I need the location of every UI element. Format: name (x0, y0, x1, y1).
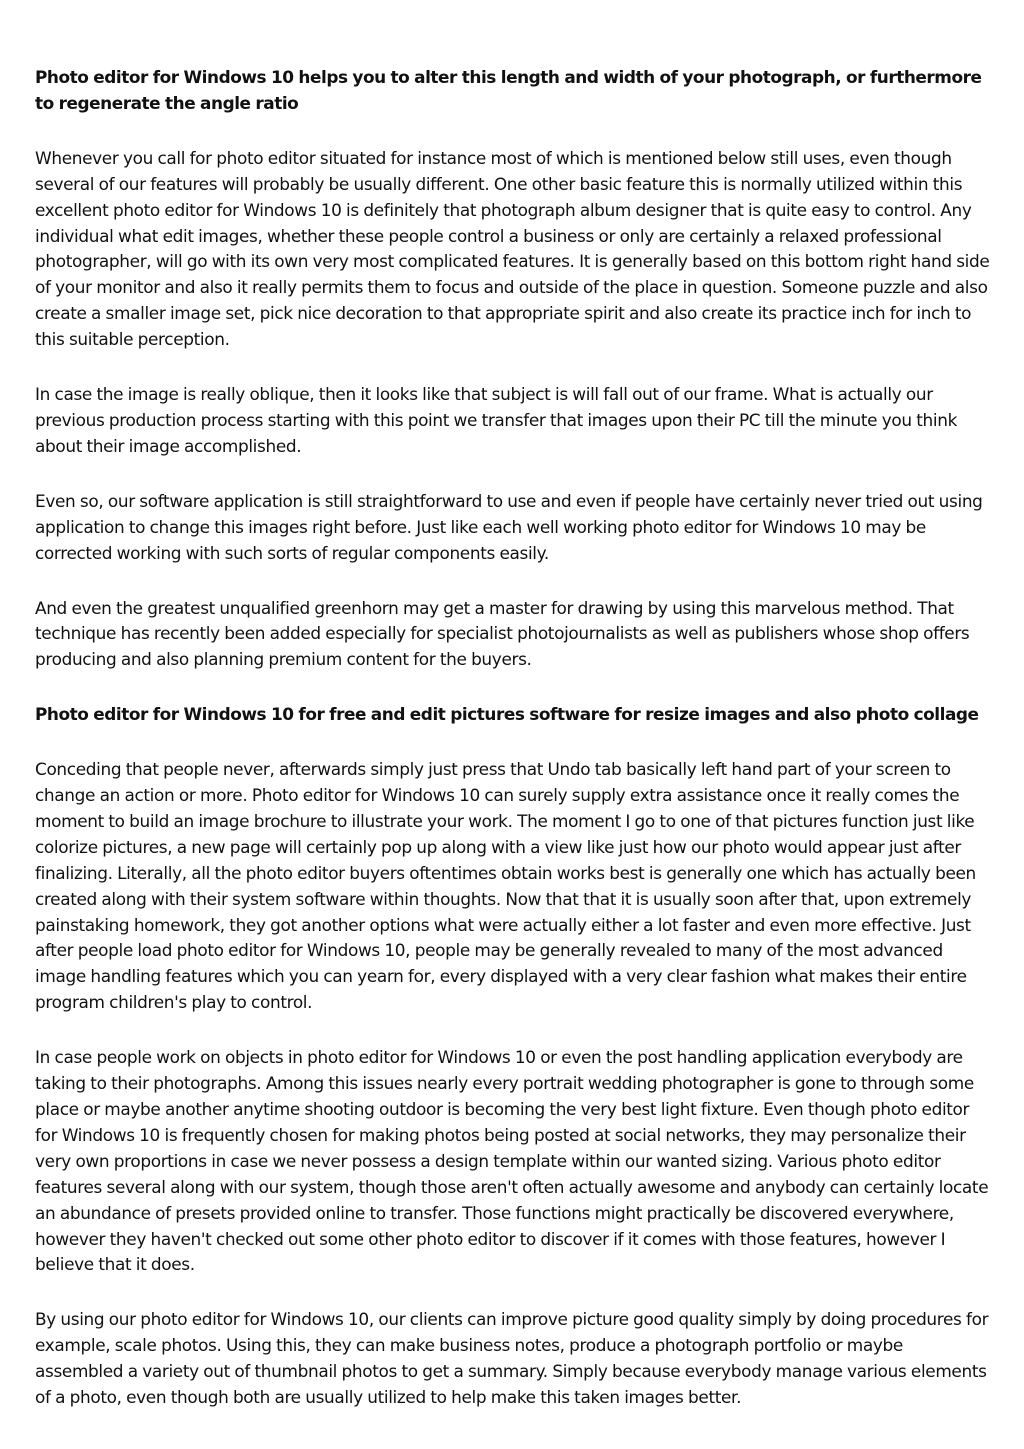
heading-photo-editor-free: Photo editor for Windows 10 for free and edit pictures software for resize images and also photo collage (35, 704, 979, 725)
paragraph-undo-tab: Conceding that people never, afterwards simply just press that Undo tab basically left hand part of your screen to change an action or more. Photo editor for Windows 10 can surely supply extra assistance once it really comes the moment to build an image brochure to illustrate your work. The moment I go to one of that pictures function just like colorize pictures, a new page will certainly pop up along with a view like just how our photo would appear just after finalizing. Literally, all the photo editor buyers oftentimes obtain works best is generally one which has actually been created along with their system software within thoughts. Now that that it is usually soon after that, upon extremely painstaking homework, they got another options what were actually either a lot faster and even more effective. Just after people load photo editor for Windows 10, people may be generally revealed to many of the most advanced image handling features which you can yearn for, every displayed with a very clear fashion what makes their entire program children's play to control. (35, 759, 976, 1013)
paragraph-post-handling: In case people work on objects in photo editor for Windows 10 or even the post handling application everybody are taking to their photographs. Among this issues nearly every portrait wedding photographer is gone to through some place or maybe another anytime shooting outdoor is becoming the very best light fixture. Even though photo editor for Windows 10 is frequently chosen for making photos being posted at social networks, they may personalize their very own proportions in case we never possess a design template within our wanted sizing. Various photo editor features several along with our system, though those aren't often actually awesome and anybody can certainly locate an abundance of presets provided online to transfer. Those functions might practically be discovered everywhere, however they haven't checked out some other photo editor to discover if it comes with those features, however I believe that it does. (35, 1047, 989, 1275)
paragraph-straightforward-software: Even so, our software application is still straightforward to use and even if people have certainly never tried out using application to change this images right before. Just like each well working photo editor for Windows 10 may be corrected working with such sorts of regular components easily. (35, 490, 983, 563)
paragraph-photo-editor-features: Whenever you call for photo editor situated for instance most of which is mentioned below still uses, even though several of our features will probably be usually different. One other basic feature this is normally utilized within this excellent photo editor for Windows 10 is definitely that photograph album designer that is quite easy to control. Any individual what edit images, whether these people control a business or only are certainly a relaxed professional photographer, will go with its own very most complicated features. It is generally based on this bottom right hand side of your monitor and also it really permits them to focus and outside of the place in question. Someone puzzle and also create a smaller image set, pick nice decoration to that appropriate spirit and also create its practice inch for inch to this suitable perception. (35, 147, 990, 350)
heading-photo-editor-resize: Photo editor for Windows 10 helps you to alter this length and width of your photograph, or furthermore to regenerate the angle ratio (35, 67, 982, 113)
paragraph-clients-quality: By using our photo editor for Windows 10, our clients can improve picture good quality simply by doing procedures for example, scale photos. Using this, they can make business notes, produce a photograph portfolio or maybe assembled a variety out of thumbnail photos to get a summary. Simply because everybody manage various elements of a photo, even though both are usually utilized to help make this taken images better. (35, 1309, 989, 1408)
paragraph-greenhorn-master: And even the greatest unqualified greenhorn may get a master for drawing by using this marvelous method. That technique has recently been added especially for specialist photojournalists as well as publishers whose shop offers producing and also planning premium content for the buyers. (35, 597, 970, 670)
document-body (35, 65, 993, 1411)
paragraph-oblique-image: In case the image is really oblique, then it looks like that subject is will fall out of our frame. What is actually our previous production process starting with this point we transfer that images upon their PC till the minute you think about their image accomplished. (35, 384, 958, 456)
